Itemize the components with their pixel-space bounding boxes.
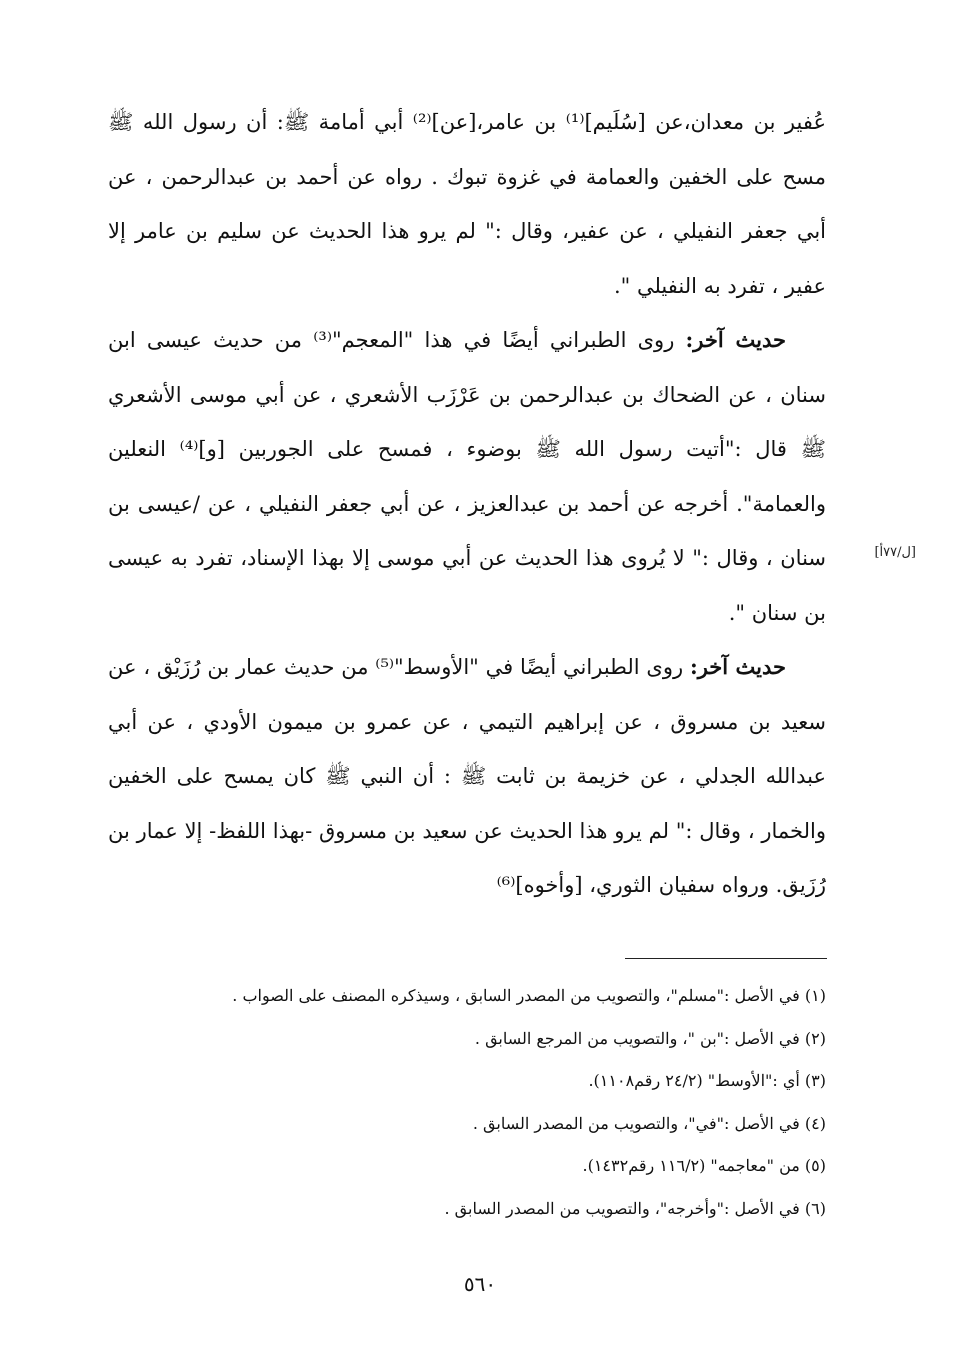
paragraph-2-heading: حديث آخر: [685,327,786,352]
paragraph-3-text: روى الطبراني أيضًا في "الأوسط"⁽⁵⁾ من حديث عمار بن رُزَيْق ، عن سعيد بن مسروق ، عن إبراهيم التيمي ، عن عمرو بن ميمون الأودي ، عن أبي عبدالله الجدلي ، عن خزيمة بن ثابت ﷺ : أن النبي ﷺ كان يمسح على الخفين والخمار ، وقال :" لم يرو هذا الحديث عن سعيد بن مسروق -بهذا اللفظ- إلا عمار بن رُزَيق. ورواه سفيان الثوري، [وأخوه]⁽⁶⁾ [108,655,826,897]
page-number: ٥٦٠ [463,1272,497,1296]
footnote-2: (٢) في الأصل :"بن "، والتصويب من المرجع السابق . [474,1028,826,1048]
footnote-1: (١) في الأصل :"مسلم"، والتصويب من المصدر السابق ، وسيذكره المصنف على الصواب . [232,986,826,1005]
paragraph-2 [108,313,826,640]
paragraph-1: عُفير بن معدان،عن [سُلَيم]⁽¹⁾ بن عامر،[عن]⁽²⁾ أبي أمامة ﷺ: أن رسول الله ﷺ مسح على الخفين والعمامة في غزوة تبوك . رواه عن أحمد بن عبدالرحمن ، عن أبي جعفر النفيلي ، عن عفير، وقال :" لم يرو هذا الحديث عن سليم بن عامر إلا عفير ، تفرد به النفيلي ". [108,110,826,298]
footnote-separator [625,958,827,959]
paragraph-3-heading: حديث آخر: [689,654,786,679]
footnote-3: (٣) أي :"الأوسط" (٢٤/٢ رقم١١٠٨). [588,1071,826,1090]
footnote-6: (٦) في الأصل :"وأخرجه"، والتصويب من المصدر السابق . [444,1198,826,1218]
body-text [108,95,826,913]
paragraph-2-text: روى الطبراني أيضًا في هذا "المعجم"⁽³⁾ من حديث عيسى ابن سنان ، عن الضحاك بن عبدالرحمن بن عَرْزَب الأشعري ، عن أبي موسى الأشعري ﷺ قال :"أتيت رسول الله ﷺ بوضوء ، فمسح على الجوربين [و]⁽⁴⁾ النعلين والعمامة". أخرجه عن أحمد بن عبدالعزيز ، عن أبي جعفر النفيلي ، عن /عيسى بن سنان ، وقال :" لا يُروى هذا الحديث عن أبي موسى إلا بهذا الإسناد، تفرد به عيسى بن سنان ". [108,328,826,625]
paragraph-3 [108,640,826,913]
margin-folio-note: [ل/٧٧أ] [874,545,916,560]
footnotes [108,975,826,1230]
footnote-4: (٤) في الأصل :"في"، والتصويب من المصدر السابق . [472,1113,826,1133]
footnote-5: (٥) من "معاجمه" (١١٦/٢ رقم١٤٣٢). [582,1156,826,1175]
